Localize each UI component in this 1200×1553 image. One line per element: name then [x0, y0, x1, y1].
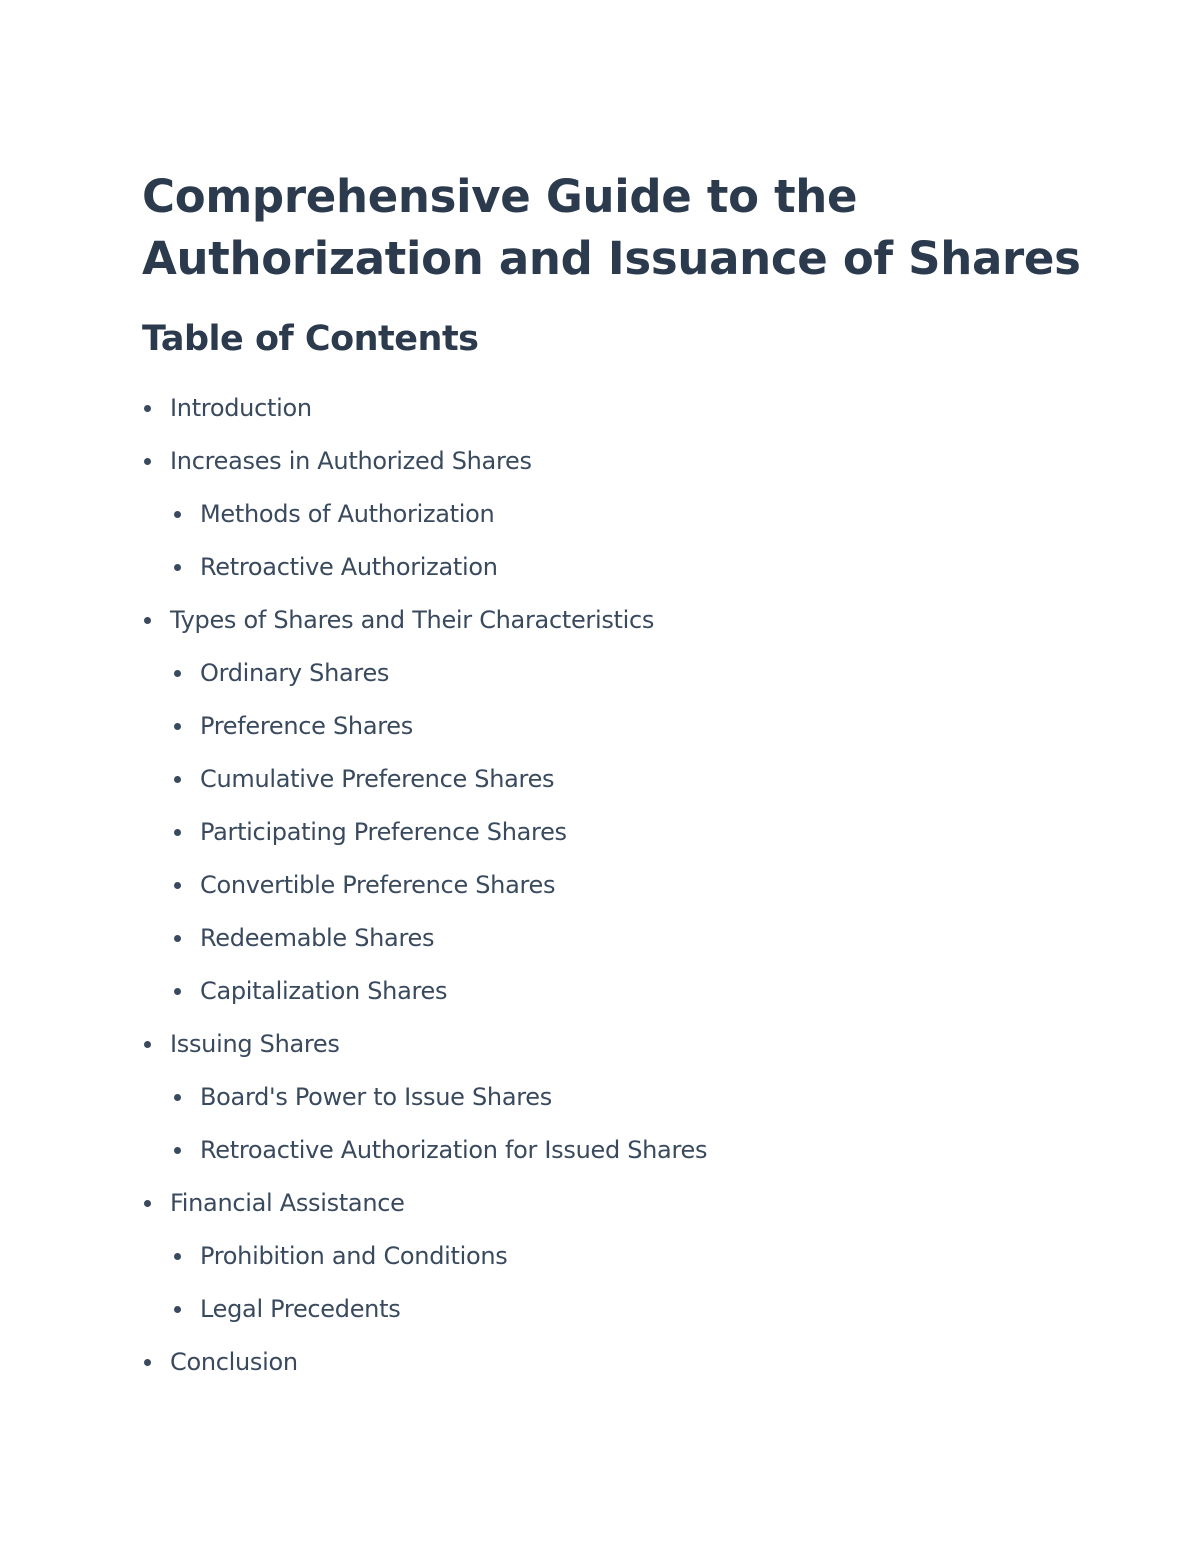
toc-item-label[interactable]: Capitalization Shares	[200, 977, 448, 1005]
toc-item-ordinary-shares[interactable]	[142, 647, 1082, 700]
toc-item-label[interactable]: Board's Power to Issue Shares	[200, 1083, 552, 1111]
toc-item-label[interactable]: Methods of Authorization	[200, 500, 495, 528]
toc-item-financial-assistance[interactable]	[142, 1177, 1082, 1230]
toc-item-boards-power-to-issue-shares[interactable]	[142, 1071, 1082, 1124]
toc-item-label[interactable]: Participating Preference Shares	[200, 818, 567, 846]
toc-item-label[interactable]: Types of Shares and Their Characteristics	[170, 606, 655, 634]
toc-item-cumulative-preference-shares[interactable]	[142, 753, 1082, 806]
bullet-icon	[174, 1253, 181, 1260]
toc-item-increases-in-authorized-shares[interactable]	[142, 435, 1082, 488]
toc-item-convertible-preference-shares[interactable]	[142, 859, 1082, 912]
bullet-icon	[174, 829, 181, 836]
bullet-icon	[174, 776, 181, 783]
toc-item-retroactive-authorization[interactable]	[142, 541, 1082, 594]
toc-item-capitalization-shares[interactable]	[142, 965, 1082, 1018]
toc-item-label[interactable]: Convertible Preference Shares	[200, 871, 556, 899]
document-page	[142, 166, 1082, 1389]
toc-item-label[interactable]: Redeemable Shares	[200, 924, 435, 952]
bullet-icon	[144, 405, 151, 412]
bullet-icon	[144, 458, 151, 465]
toc-item-label[interactable]: Conclusion	[170, 1348, 298, 1376]
toc-item-introduction[interactable]	[142, 382, 1082, 435]
bullet-icon	[174, 1306, 181, 1313]
bullet-icon	[174, 988, 181, 995]
toc-item-label[interactable]: Preference Shares	[200, 712, 413, 740]
page-title: Comprehensive Guide to the Authorization and Issuance of Shares	[142, 170, 1081, 285]
toc-item-issuing-shares[interactable]	[142, 1018, 1082, 1071]
bullet-icon	[174, 511, 181, 518]
toc-item-label[interactable]: Prohibition and Conditions	[200, 1242, 508, 1270]
bullet-icon	[174, 670, 181, 677]
toc-item-label[interactable]: Financial Assistance	[170, 1189, 405, 1217]
toc-item-label[interactable]: Issuing Shares	[170, 1030, 340, 1058]
toc-item-redeemable-shares[interactable]	[142, 912, 1082, 965]
toc-item-label[interactable]: Ordinary Shares	[200, 659, 390, 687]
toc-item-retroactive-authorization-issued[interactable]	[142, 1124, 1082, 1177]
bullet-icon	[144, 1359, 151, 1366]
bullet-icon	[174, 564, 181, 571]
bullet-icon	[144, 1041, 151, 1048]
toc-item-types-of-shares[interactable]	[142, 594, 1082, 647]
toc-item-label[interactable]: Introduction	[170, 394, 312, 422]
toc-item-legal-precedents[interactable]	[142, 1283, 1082, 1336]
toc-item-conclusion[interactable]	[142, 1336, 1082, 1389]
toc-item-participating-preference-shares[interactable]	[142, 806, 1082, 859]
bullet-icon	[174, 882, 181, 889]
bullet-icon	[144, 617, 151, 624]
toc-item-methods-of-authorization[interactable]	[142, 488, 1082, 541]
bullet-icon	[174, 1094, 181, 1101]
toc-item-label[interactable]: Legal Precedents	[200, 1295, 401, 1323]
bullet-icon	[174, 723, 181, 730]
toc-item-label[interactable]: Retroactive Authorization	[200, 553, 498, 581]
toc-heading: Table of Contents	[142, 319, 479, 359]
bullet-icon	[144, 1200, 151, 1207]
toc-item-label[interactable]: Retroactive Authorization for Issued Shares	[200, 1136, 708, 1164]
toc-item-prohibition-and-conditions[interactable]	[142, 1230, 1082, 1283]
toc-item-preference-shares[interactable]	[142, 700, 1082, 753]
bullet-icon	[174, 1147, 181, 1154]
toc-item-label[interactable]: Cumulative Preference Shares	[200, 765, 555, 793]
bullet-icon	[174, 935, 181, 942]
toc-item-label[interactable]: Increases in Authorized Shares	[170, 447, 532, 475]
table-of-contents	[142, 382, 1082, 1389]
